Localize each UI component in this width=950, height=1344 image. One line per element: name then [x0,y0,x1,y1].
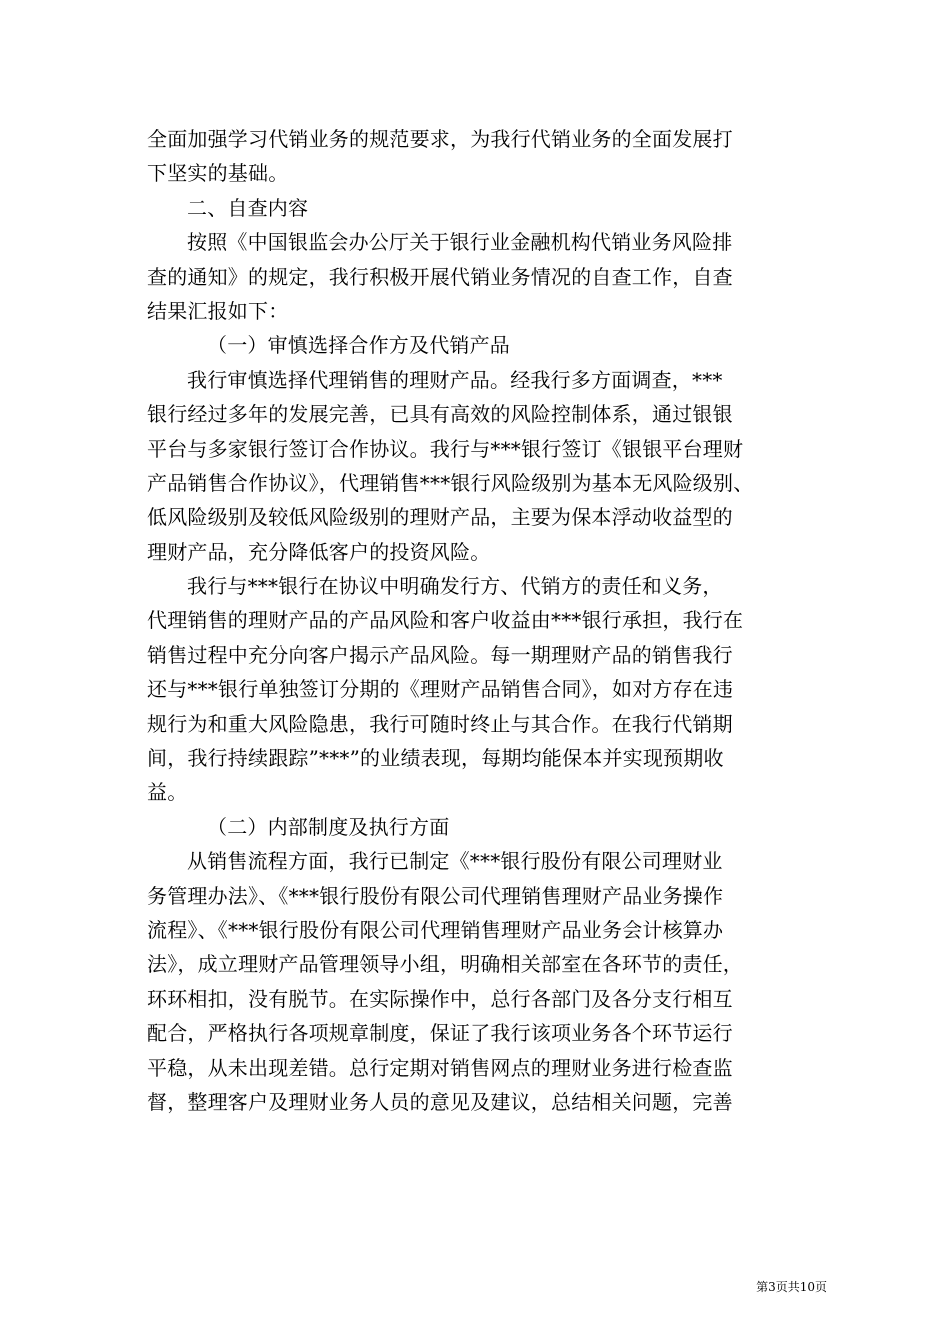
text-line: 按照《中国银监会办公厅关于银行业金融机构代销业务风险排 [187,230,733,255]
section-heading: 二、自查内容 [187,195,309,220]
text-line: 查的通知》的规定，我行积极开展代销业务情况的自查工作，自查 [147,264,733,289]
document-body [147,122,827,1119]
text-line: 下坚实的基础。 [147,161,289,186]
text-line: 督，整理客户及理财业务人员的意见及建议，总结相关问题，完善 [147,1089,733,1114]
subsection-heading: （二）内部制度及执行方面 [207,814,450,839]
text-line: 环环相扣，没有脱节。在实际操作中，总行各部门及各分支行相互 [147,986,733,1011]
text-line: 结果汇报如下： [147,298,289,323]
text-line: 产品销售合作协议》，代理销售***银行风险级别为基本无风险级别、 [147,470,754,495]
text-line: 理财产品，充分降低客户的投资风险。 [147,539,491,564]
text-line: 我行与***银行在协议中明确发行方、代销方的责任和义务， [187,574,723,599]
text-line: 销售过程中充分向客户揭示产品风险。每一期理财产品的销售我行 [147,642,733,667]
text-line: 间，我行持续跟踪”***”的业绩表现，每期均能保本并实现预期收 [147,746,724,771]
page-number: 第3页共10页 [756,1280,827,1294]
text-line: 益。 [147,780,188,805]
subsection-heading: （一）审慎选择合作方及代销产品 [207,333,510,358]
text-line: 我行审慎选择代理销售的理财产品。经我行多方面调查，*** [187,367,723,392]
text-line: 法》，成立理财产品管理领导小组，明确相关部室在各环节的责任， [147,952,743,977]
text-line: 代理销售的理财产品的产品风险和客户收益由***银行承担，我行在 [147,608,744,633]
text-line: 平台与多家银行签订合作协议。我行与***银行签订《银银平台理财 [147,436,744,461]
text-line: 低风险级别及较低风险级别的理财产品，主要为保本浮动收益型的 [147,505,733,530]
text-line: 还与***银行单独签订分期的《理财产品销售合同》，如对方存在违 [147,677,734,702]
text-line: 银行经过多年的发展完善，已具有高效的风险控制体系，通过银银 [147,402,733,427]
text-line: 全面加强学习代销业务的规范要求，为我行代销业务的全面发展打 [147,127,733,151]
text-line: 流程》、《***银行股份有限公司代理销售理财产品业务会计核算办 [147,917,724,942]
text-line: 平稳，从未出现差错。总行定期对销售网点的理财业务进行检查监 [147,1055,733,1080]
text-line: 务管理办法》、《***银行股份有限公司代理销售理财产品业务操作 [147,883,724,908]
text-line: 规行为和重大风险隐患，我行可随时终止与其合作。在我行代销期 [147,711,733,736]
text-line: 从销售流程方面，我行已制定《***银行股份有限公司理财业 [187,849,723,874]
text-line: 配合，严格执行各项规章制度，保证了我行该项业务各个环节运行 [147,1021,733,1046]
